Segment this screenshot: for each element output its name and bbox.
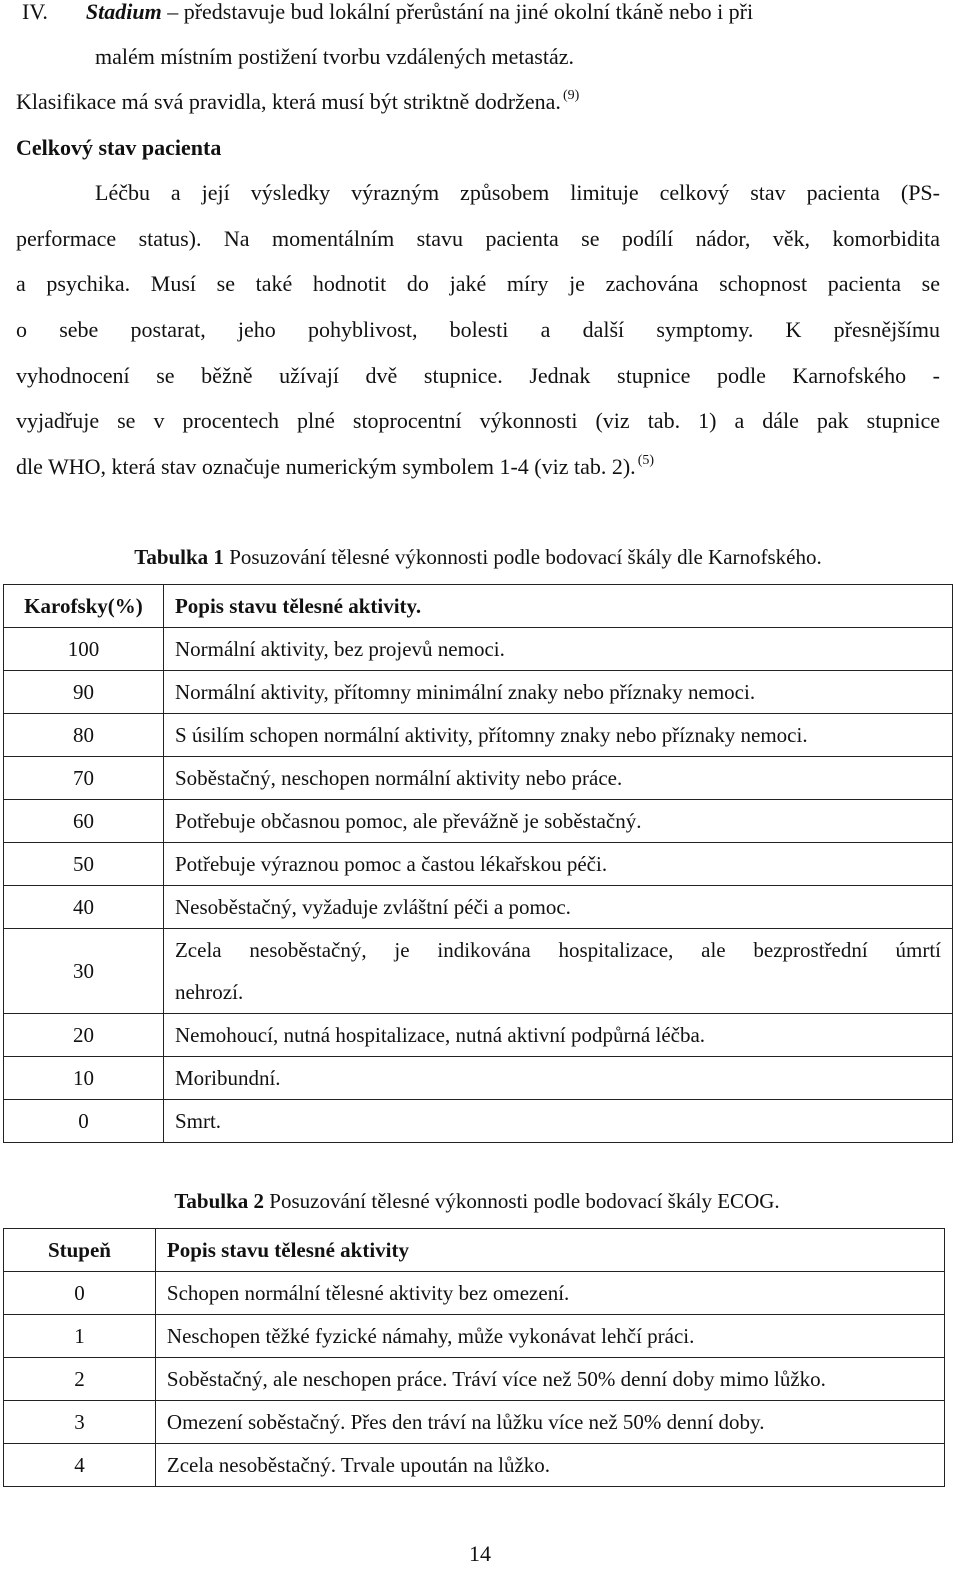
table2-caption-label: Tabulka 2	[174, 1189, 265, 1213]
table-cell-value: 100	[4, 628, 164, 671]
table-cell-value: 10	[4, 1057, 164, 1100]
table-row	[4, 671, 953, 714]
section-heading: Celkový stav pacienta	[16, 135, 222, 160]
table-row	[4, 1014, 953, 1057]
table1-caption	[0, 544, 958, 570]
table-row	[4, 757, 953, 800]
stadium-line-2: malém místním postižení tvorbu vzdálených metastáz.	[95, 44, 574, 69]
paragraph-line-2: performace status). Na momentálním stavu pacienta se podílí nádor, věk, komorbidita	[16, 226, 940, 251]
table-cell-description: Omezení soběstačný. Přes den tráví na lůžku více než 50% denní doby.	[155, 1401, 944, 1444]
paragraph-line-6: vyjadřuje se v procentech plné stoprocentní výkonnosti (viz tab. 1) a dále pak stupnice	[16, 408, 940, 433]
table-cell-value: 3	[4, 1401, 156, 1444]
table-cell-value: 50	[4, 843, 164, 886]
karnofsky-table	[3, 584, 953, 1143]
table-row	[4, 1358, 945, 1401]
table-cell-description: Moribundní.	[163, 1057, 952, 1100]
paragraph-line-4: o sebe postarat, jeho pohyblivost, bolesti a další symptomy. K přesnějšímu	[16, 317, 940, 342]
table1-caption-text: Posuzování tělesné výkonnosti podle bodovací škály dle Karnofského.	[229, 545, 822, 569]
table-cell-value: 80	[4, 714, 164, 757]
stadium-term: Stadium	[85, 0, 162, 24]
table-cell-description: Normální aktivity, bez projevů nemoci.	[163, 628, 952, 671]
table-cell-description: Schopen normální tělesné aktivity bez omezení.	[155, 1272, 944, 1315]
table-row	[4, 800, 953, 843]
table-cell-value: 1	[4, 1315, 156, 1358]
table-cell-value: 20	[4, 1014, 164, 1057]
table-cell-value: 0	[4, 1272, 156, 1315]
table2-caption	[0, 1188, 957, 1214]
table-cell-value: 30	[4, 929, 164, 1014]
table-cell-description: Normální aktivity, přítomny minimální znaky nebo příznaky nemoci.	[163, 671, 952, 714]
table-cell-description: Zcela nesoběstačný. Trvale upoután na lůžko.	[155, 1444, 944, 1487]
ecog-table	[3, 1228, 945, 1487]
table-row	[4, 1444, 945, 1487]
table-header-cell: Popis stavu tělesné aktivity.	[163, 585, 952, 628]
page-number: 14	[469, 1541, 491, 1566]
reference-9: (9)	[562, 88, 580, 103]
table-row	[4, 1401, 945, 1444]
table2-caption-text: Posuzování tělesné výkonnosti podle bodovací škály ECOG.	[269, 1189, 780, 1213]
table-header-cell: Stupeň	[4, 1229, 156, 1272]
reference-5: (5)	[637, 453, 655, 468]
paragraph-line-7: dle WHO, která stav označuje numerickým symbolem 1-4 (viz tab. 2). $^{(5)}$	[16, 453, 655, 479]
stadium-numeral: IV.	[22, 0, 48, 24]
paragraph-line-5: vyhodnocení se běžně užívají dvě stupnice. Jednak stupnice podle Karnofského -	[16, 363, 940, 388]
table-cell-value: 60	[4, 800, 164, 843]
stadium-line-1	[22, 0, 940, 35]
table-cell-description: Soběstačný, neschopen normální aktivity nebo práce.	[163, 757, 952, 800]
table-row	[4, 628, 953, 671]
table-cell-value: 0	[4, 1100, 164, 1143]
description-line: nehrozí.	[174, 980, 244, 1004]
table-cell-description: Nemohoucí, nutná hospitalizace, nutná aktivní podpůrná léčba.	[163, 1014, 952, 1057]
table-header-row	[4, 1229, 945, 1272]
stadium-definition: – představuje bud lokální přerůstání na jiné okolní tkáně nebo i při	[167, 0, 754, 24]
table-cell-description: S úsilím schopen normální aktivity, přítomny znaky nebo příznaky nemoci.	[163, 714, 952, 757]
table-cell-value: 70	[4, 757, 164, 800]
table-cell-description	[163, 929, 952, 1014]
paragraph-line-3: a psychika. Musí se také hodnotit do jaké míry je zachována schopnost pacienta se	[16, 271, 940, 296]
table-cell-description: Potřebuje výraznou pomoc a častou lékařskou péči.	[163, 843, 952, 886]
table-row	[4, 714, 953, 757]
table-cell-description: Smrt.	[163, 1100, 952, 1143]
table-cell-value: 90	[4, 671, 164, 714]
paragraph-line-1: Léčbu a její výsledky výrazným způsobem limituje celkový stav pacienta (PS-	[95, 180, 940, 205]
table-row	[4, 843, 953, 886]
table-cell-description: Soběstačný, ale neschopen práce. Tráví více než 50% denní doby mimo lůžko.	[155, 1358, 944, 1401]
table-cell-value: 2	[4, 1358, 156, 1401]
table-row	[4, 1315, 945, 1358]
table-row	[4, 929, 953, 1014]
table-cell-value: 40	[4, 886, 164, 929]
table-cell-description: Nesoběstačný, vyžaduje zvláštní péči a pomoc.	[163, 886, 952, 929]
table-row	[4, 1100, 953, 1143]
table-cell-description: Neschopen těžké fyzické námahy, může vykonávat lehčí práci.	[155, 1315, 944, 1358]
table-cell-description: Potřebuje občasnou pomoc, ale převážně je soběstačný.	[163, 800, 952, 843]
klasifikace-sentence: Klasifikace má svá pravidla, která musí být striktně dodržena. $^{(9)}$	[16, 88, 580, 114]
table-cell-value: 4	[4, 1444, 156, 1487]
table-header-cell: Popis stavu tělesné aktivity	[155, 1229, 944, 1272]
table-header-row	[4, 585, 953, 628]
table-row	[4, 1057, 953, 1100]
description-line: Zcela nesoběstačný, je indikována hospitalizace, ale bezprostřední úmrtí	[174, 938, 941, 962]
table-row	[4, 886, 953, 929]
table1-caption-label: Tabulka 1	[134, 545, 224, 569]
table-header-cell: Karofsky(%)	[4, 585, 164, 628]
table-row	[4, 1272, 945, 1315]
